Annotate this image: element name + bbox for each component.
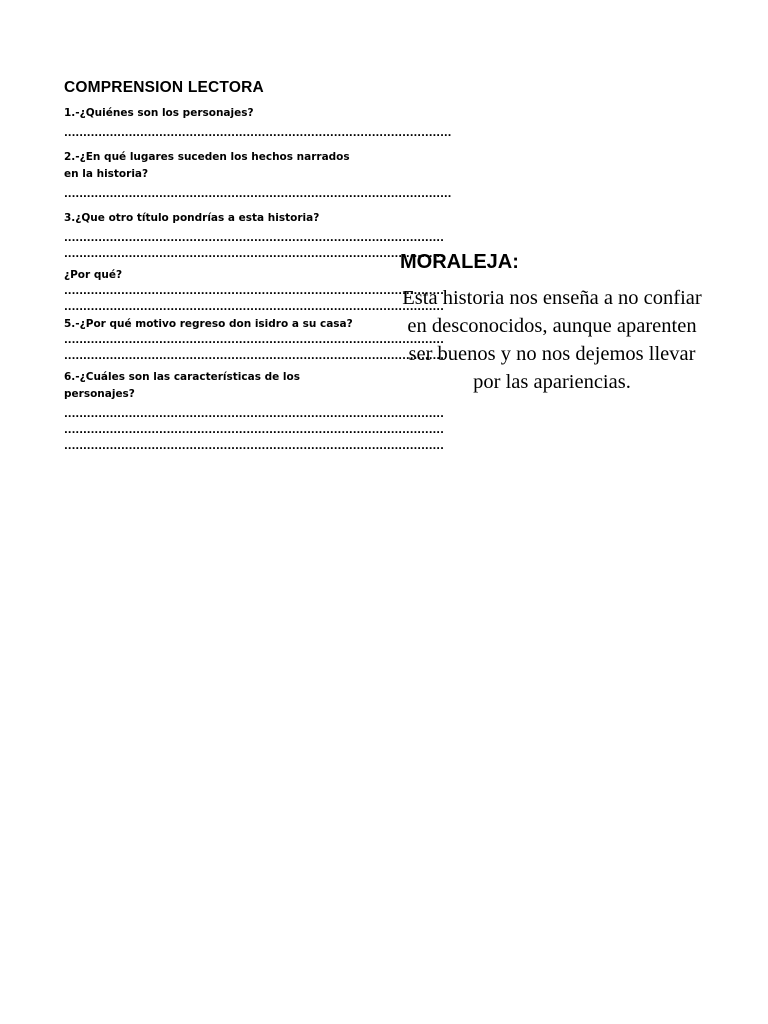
answer-line: .................................................................................................... [64,441,444,452]
answer-line: .................................................................................................... [64,425,444,436]
question-5: 5.-¿Por qué motivo regreso don isidro a su casa? [64,318,353,330]
answer-line: .................................................................................................... [64,335,444,346]
question-4: ¿Por qué? [64,269,123,281]
question-1: 1.-¿Quiénes son los personajes? [64,107,254,119]
comprehension-section [64,78,452,455]
question-6: 6.-¿Cuáles son las características de los personajes? [64,371,300,400]
answer-line: .................................................................................................... [64,409,444,420]
question-2: 2.-¿En qué lugares suceden los hechos narrados en la historia? [64,151,350,180]
answer-line: .................................................................................................... [64,233,444,244]
question-3: 3.¿Que otro título pondrías a esta historia? [64,212,320,224]
answer-line: ...................................................................................................... [64,189,452,200]
answer-line: .................................................................................................... [64,249,444,260]
worksheet-title: COMPRENSION LECTORA [64,79,264,96]
answer-line: .................................................................................................... [64,302,444,313]
moraleja-title: MORALEJA: [400,251,519,273]
moraleja-text: Esta historia nos enseña a no confiar en desconocidos, aunque aparenten ser buenos y no nos dejemos llevar por las apariencias. [402,287,702,393]
answer-line: .................................................................................................... [64,286,444,297]
moraleja-section [400,250,710,396]
answer-line: ...................................................................................................... [64,128,452,139]
answer-line: .................................................................................................... [64,351,444,362]
